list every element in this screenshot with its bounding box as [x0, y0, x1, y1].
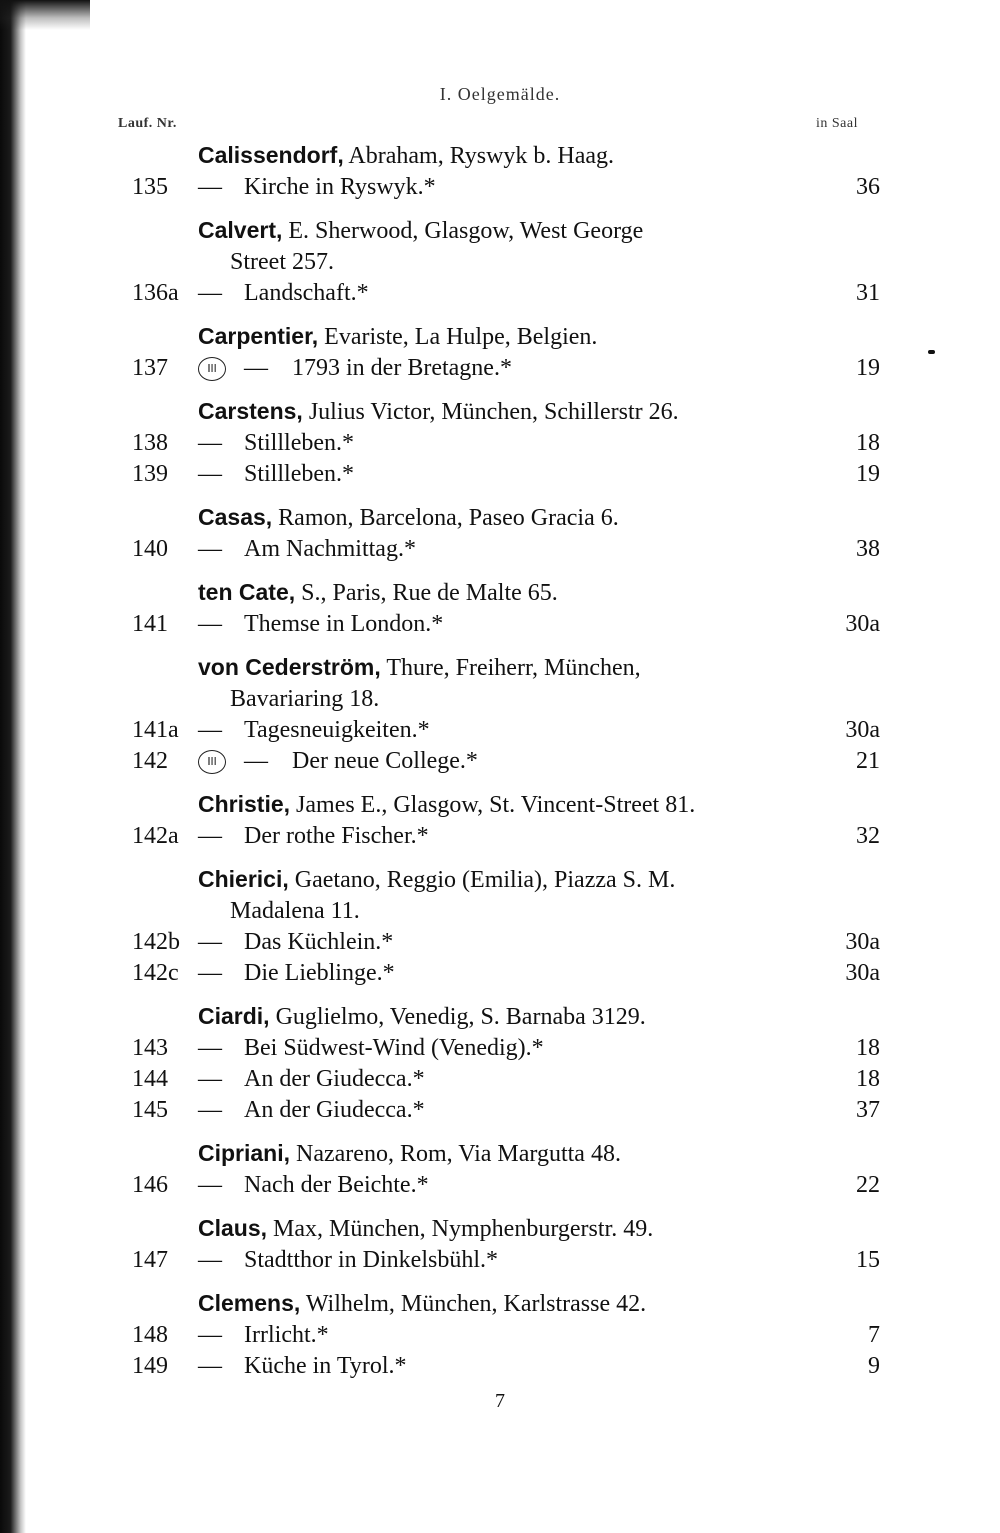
room-number: 36 [856, 174, 880, 200]
ditto-dash: — [198, 1172, 222, 1198]
artist-address: James E., Glasgow, St. Vincent-Street 81. [296, 792, 696, 818]
artwork-row [0, 428, 1000, 459]
artwork-row [0, 1170, 1000, 1201]
room-number: 37 [856, 1097, 880, 1123]
artist-address: Guglielmo, Venedig, S. Barnaba 3129. [275, 1004, 646, 1030]
artwork-row [0, 1033, 1000, 1064]
artwork-row [0, 534, 1000, 565]
artwork-title: Tagesneuigkeiten.* [244, 717, 430, 743]
artwork-title: Bei Südwest-Wind (Venedig).* [244, 1035, 544, 1061]
artwork-title: Landschaft.* [244, 280, 369, 306]
catalogue-number: 147 [132, 1247, 168, 1273]
catalogue-number: 142c [132, 960, 179, 986]
room-number: 30a [845, 960, 880, 986]
artist-address: Julius Victor, München, Schillerstr 26. [308, 399, 679, 425]
catalogue-number: 135 [132, 174, 168, 200]
artwork-row [0, 927, 1000, 958]
ditto-dash: — [198, 430, 222, 456]
artwork-title: An der Giudecca.* [244, 1097, 425, 1123]
artist-address: Wilhelm, München, Karlstrasse 42. [305, 1291, 647, 1317]
artwork-row [0, 353, 1000, 384]
catalogue-number: 145 [132, 1097, 168, 1123]
artist-address: Nazareno, Rom, Via Margutta 48. [296, 1141, 621, 1167]
illustration-mark-icon: Ill [198, 357, 226, 381]
artist-address: Gaetano, Reggio (Emilia), Piazza S. M. [294, 867, 676, 893]
room-number: 22 [856, 1172, 880, 1198]
artwork-title: Kirche in Ryswyk.* [244, 174, 436, 200]
artist-entry [0, 789, 1000, 821]
ditto-dash: — [198, 823, 222, 849]
artist-name: Carpentier, [198, 323, 319, 349]
ditto-dash: — [198, 280, 222, 306]
room-number: 19 [856, 355, 880, 381]
artwork-title: Stillleben.* [244, 430, 354, 456]
artist-entry [0, 864, 1000, 927]
catalogue-number: 142 [132, 748, 168, 774]
artist-address: S., Paris, Rue de Malte 65. [301, 580, 558, 606]
artist-entry [0, 215, 1000, 278]
artwork-row [0, 958, 1000, 989]
artist-entry [0, 1138, 1000, 1170]
artist-entry [0, 577, 1000, 609]
artist-entry [0, 140, 1000, 172]
room-number: 30a [845, 717, 880, 743]
artwork-row [0, 172, 1000, 203]
ditto-dash: — [198, 960, 222, 986]
room-number: 30a [845, 611, 880, 637]
ditto-dash: — [198, 1322, 222, 1348]
room-number: 15 [856, 1247, 880, 1273]
artist-entry [0, 396, 1000, 428]
room-number: 32 [856, 823, 880, 849]
catalogue-number: 143 [132, 1035, 168, 1061]
room-number: 30a [845, 929, 880, 955]
room-number: 18 [856, 430, 880, 456]
scan-corner-shadow [0, 0, 90, 30]
catalogue-number: 144 [132, 1066, 168, 1092]
artist-address-continued: Street 257. [230, 249, 334, 275]
column-header-number: Lauf. Nr. [118, 116, 177, 131]
artist-address: E. Sherwood, Glasgow, West George [288, 218, 644, 244]
artwork-title: Die Lieblinge.* [244, 960, 395, 986]
artist-name: Calvert, [198, 217, 283, 243]
catalogue-number: 139 [132, 461, 168, 487]
artwork-title: Küche in Tyrol.* [244, 1353, 407, 1379]
catalogue-number: 136a [132, 280, 179, 306]
artwork-title: Der neue College.* [292, 748, 478, 774]
ditto-dash: — [198, 174, 222, 200]
artist-name: Christie, [198, 791, 291, 817]
room-number: 19 [856, 461, 880, 487]
artist-address: Ramon, Barcelona, Paseo Gracia 6. [278, 505, 619, 531]
artwork-title: Am Nachmittag.* [244, 536, 416, 562]
artist-name: Cipriani, [198, 1140, 291, 1166]
artist-entry [0, 1288, 1000, 1320]
catalogue-number: 142b [132, 929, 180, 955]
artwork-title: Stillleben.* [244, 461, 354, 487]
ditto-dash: — [244, 355, 268, 381]
artist-entry [0, 652, 1000, 715]
catalogue-list [0, 140, 1000, 1382]
ditto-dash: — [198, 1035, 222, 1061]
ditto-dash: — [198, 611, 222, 637]
ditto-dash: — [198, 536, 222, 562]
artwork-title: Nach der Beichte.* [244, 1172, 429, 1198]
catalogue-number: 142a [132, 823, 179, 849]
page-number: 7 [495, 1390, 505, 1412]
artist-name: Clemens, [198, 1290, 301, 1316]
artist-name: von Cederström, [198, 654, 381, 680]
artwork-row [0, 1064, 1000, 1095]
artist-name: Chierici, [198, 866, 289, 892]
ditto-dash: — [198, 1097, 222, 1123]
artwork-row [0, 1245, 1000, 1276]
illustration-mark-icon: Ill [198, 750, 226, 774]
section-title: I. Oelgemälde. [439, 84, 561, 104]
catalogue-number: 138 [132, 430, 168, 456]
artist-address: Abraham, Ryswyk b. Haag. [348, 143, 615, 169]
artist-entry [0, 1001, 1000, 1033]
catalogue-number: 141 [132, 611, 168, 637]
catalogue-number: 141a [132, 717, 179, 743]
artist-name: Claus, [198, 1215, 268, 1241]
artist-address-continued: Bavariaring 18. [230, 686, 380, 712]
artwork-row [0, 746, 1000, 777]
catalogue-number: 137 [132, 355, 168, 381]
artwork-title: Das Küchlein.* [244, 929, 394, 955]
artist-address: Evariste, La Hulpe, Belgien. [324, 324, 598, 350]
column-header-room: in Saal [816, 116, 858, 131]
artwork-row [0, 459, 1000, 490]
room-number: 31 [856, 280, 880, 306]
artwork-row [0, 1351, 1000, 1382]
artwork-title: Themse in London.* [244, 611, 444, 637]
ditto-dash: — [198, 717, 222, 743]
artist-name: Calissendorf, [198, 142, 344, 168]
room-number: 18 [856, 1066, 880, 1092]
ditto-dash: — [244, 748, 268, 774]
ditto-dash: — [198, 929, 222, 955]
artist-name: Casas, [198, 504, 273, 530]
catalogue-number: 149 [132, 1353, 168, 1379]
ditto-dash: — [198, 1066, 222, 1092]
artwork-row [0, 821, 1000, 852]
room-number: 7 [868, 1322, 880, 1348]
artist-name: ten Cate, [198, 579, 296, 605]
room-number: 18 [856, 1035, 880, 1061]
artwork-row [0, 1095, 1000, 1126]
room-number: 21 [856, 748, 880, 774]
artist-entry [0, 321, 1000, 353]
artist-address: Max, München, Nymphenburgerstr. 49. [273, 1216, 654, 1242]
artwork-row [0, 715, 1000, 746]
artist-entry [0, 502, 1000, 534]
artwork-title: 1793 in der Bretagne.* [292, 355, 512, 381]
artwork-title: Der rothe Fischer.* [244, 823, 429, 849]
catalogue-number: 148 [132, 1322, 168, 1348]
ditto-dash: — [198, 1353, 222, 1379]
catalogue-number: 146 [132, 1172, 168, 1198]
artist-name: Carstens, [198, 398, 303, 424]
artwork-row [0, 609, 1000, 640]
catalogue-number: 140 [132, 536, 168, 562]
artist-entry [0, 1213, 1000, 1245]
artist-name: Ciardi, [198, 1003, 270, 1029]
artist-address-continued: Madalena 11. [230, 898, 360, 924]
ditto-dash: — [198, 1247, 222, 1273]
room-number: 9 [868, 1353, 880, 1379]
artwork-title: Irrlicht.* [244, 1322, 329, 1348]
ditto-dash: — [198, 461, 222, 487]
artwork-row [0, 278, 1000, 309]
artwork-title: An der Giudecca.* [244, 1066, 425, 1092]
artwork-title: Stadtthor in Dinkelsbühl.* [244, 1247, 498, 1273]
artist-address: Thure, Freiherr, München, [386, 655, 641, 681]
artwork-row [0, 1320, 1000, 1351]
room-number: 38 [856, 536, 880, 562]
